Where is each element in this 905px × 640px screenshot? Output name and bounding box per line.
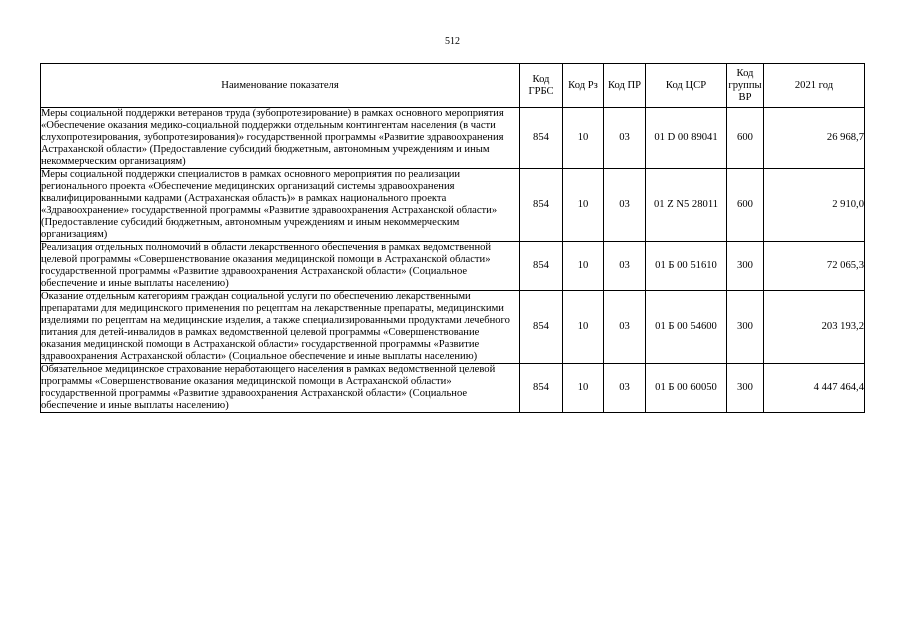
row-name: Обязательное медицинское страхование неработающего населения в рамках ведомственной целевой программы «Совершенствование оказания медицинской помощи в Астраханской области» государственной программы «Развитие здравоохранения Астраханской области» (Социальное обеспечение и иные выплаты населению) — [41, 364, 520, 413]
row-vr: 300 — [727, 364, 764, 413]
row-grbs: 854 — [520, 108, 563, 169]
row-vr: 600 — [727, 108, 764, 169]
header-year: 2021 год — [764, 64, 865, 108]
row-csr: 01 Z N5 28011 — [646, 169, 727, 242]
row-grbs: 854 — [520, 291, 563, 364]
row-grbs: 854 — [520, 169, 563, 242]
row-pr: 03 — [604, 169, 646, 242]
row-vr: 600 — [727, 169, 764, 242]
row-rz: 10 — [563, 108, 604, 169]
table-row — [41, 242, 865, 291]
row-csr: 01 D 00 89041 — [646, 108, 727, 169]
row-vr: 300 — [727, 291, 764, 364]
row-name: Оказание отдельным категориям граждан социальной услуги по обеспечению лекарственными препаратами для медицинского применения по рецептам на лекарственные препараты, медицинскими изделиями по рецептам на медицинские изделия, а также специализированными продуктами лечебного питания для детей-инвалидов в рамках ведомственной целевой программы «Совершенствование оказания медицинской помощи в Астраханской области» государственной программы «Развитие здравоохранения Астраханской области» (Социальное обеспечение и иные выплаты населению) — [41, 291, 520, 364]
row-grbs: 854 — [520, 364, 563, 413]
header-grbs: Код ГРБС — [520, 64, 563, 108]
row-pr: 03 — [604, 364, 646, 413]
row-rz: 10 — [563, 364, 604, 413]
page-number: 512 — [445, 36, 460, 47]
row-csr: 01 Б 00 54600 — [646, 291, 727, 364]
row-csr: 01 Б 00 51610 — [646, 242, 727, 291]
row-name: Меры социальной поддержки ветеранов труда (зубопротезирование) в рамках основного мероприятия «Обеспечение оказания медико-социальной поддержки отдельным контингентам населения (в части слухопротезирования, зубопротезирования)» государственной программы «Развитие здравоохранения Астраханской области» (Предоставление субсидий бюджетным, автономным учреждениям и иным некоммерческим организациям) — [41, 108, 520, 169]
row-rz: 10 — [563, 169, 604, 242]
row-rz: 10 — [563, 291, 604, 364]
header-csr: Код ЦСР — [646, 64, 727, 108]
row-amount: 203 193,2 — [764, 291, 865, 364]
row-rz: 10 — [563, 242, 604, 291]
table-row — [41, 291, 865, 364]
table-row — [41, 364, 865, 413]
row-pr: 03 — [604, 291, 646, 364]
table-header-row — [41, 64, 865, 108]
header-name: Наименование показателя — [41, 64, 520, 108]
header-rz: Код Рз — [563, 64, 604, 108]
row-amount: 4 447 464,4 — [764, 364, 865, 413]
row-amount: 2 910,0 — [764, 169, 865, 242]
row-name: Меры социальной поддержки специалистов в рамках основного мероприятия по реализации регионального проекта «Обеспечение медицинских организаций системы здравоохранения квалифицированными кадрами (Астраханская область)» в рамках национального проекта «Здравоохранение» государственной программы «Развитие здравоохранения Астраханской области» (Предоставление субсидий бюджетным, автономным учреждениям и иным некоммерческим организациям) — [41, 169, 520, 242]
row-grbs: 854 — [520, 242, 563, 291]
row-csr: 01 Б 00 60050 — [646, 364, 727, 413]
row-amount: 72 065,3 — [764, 242, 865, 291]
table-row — [41, 108, 865, 169]
row-pr: 03 — [604, 242, 646, 291]
budget-table — [40, 63, 865, 413]
row-name: Реализация отдельных полномочий в области лекарственного обеспечения в рамках ведомственной целевой программы «Совершенствование оказания медицинской помощи в Астраханской области» государственной программы «Развитие здравоохранения Астраханской области» (Социальное обеспечение и иные выплаты населению) — [41, 242, 520, 291]
header-vr: Код группы ВР — [727, 64, 764, 108]
header-pr: Код ПР — [604, 64, 646, 108]
row-pr: 03 — [604, 108, 646, 169]
table-row — [41, 169, 865, 242]
row-vr: 300 — [727, 242, 764, 291]
row-amount: 26 968,7 — [764, 108, 865, 169]
